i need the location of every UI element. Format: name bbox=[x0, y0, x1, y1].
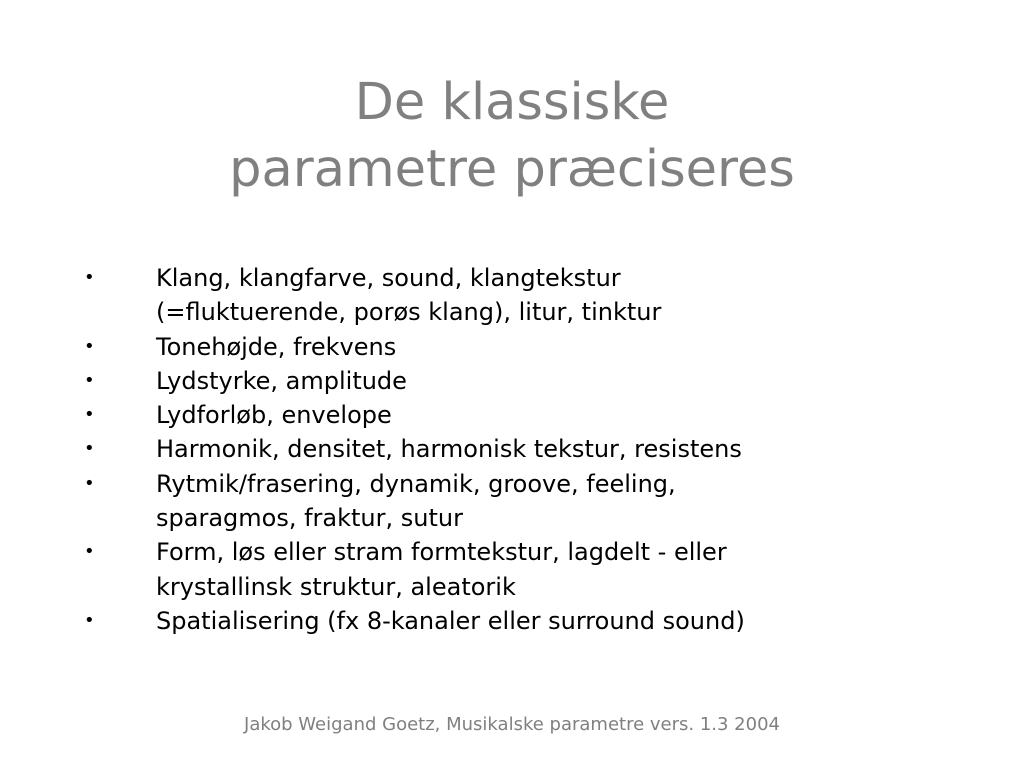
bullet-item bbox=[84, 432, 984, 466]
bullet-item bbox=[84, 535, 984, 604]
bullet-text: Lydstyrke, amplitude bbox=[156, 366, 407, 395]
bullet-item bbox=[84, 604, 984, 638]
slide-title-line-2: parametre præciseres bbox=[229, 140, 795, 199]
slide-title bbox=[0, 69, 1024, 203]
bullet-text: Form, løs eller stram formtekstur, lagdelt - eller krystallinsk struktur, aleatorik bbox=[156, 538, 727, 601]
bullet-list bbox=[84, 261, 984, 638]
bullet-item bbox=[84, 364, 984, 398]
bullet-dot-icon: • bbox=[84, 609, 95, 631]
bullet-item bbox=[84, 261, 984, 330]
bullet-text: Harmonik, densitet, harmonisk tekstur, resistens bbox=[156, 435, 742, 464]
bullet-item bbox=[84, 467, 984, 536]
bullet-text: Spatialisering (fx 8-kanaler eller surround sound) bbox=[156, 606, 745, 635]
bullet-dot-icon: • bbox=[84, 369, 95, 391]
bullet-item bbox=[84, 398, 984, 432]
bullet-dot-icon: • bbox=[84, 335, 95, 357]
bullet-dot-icon: • bbox=[84, 541, 95, 563]
bullet-text: Rytmik/frasering, dynamik, groove, feeling, sparagmos, fraktur, sutur bbox=[156, 469, 676, 533]
bullet-text: Lydforløb, envelope bbox=[156, 401, 392, 430]
bullet-dot-icon: • bbox=[84, 472, 95, 494]
slide-title-line-1: De klassiske bbox=[354, 73, 670, 132]
bullet-item bbox=[84, 330, 984, 364]
bullet-dot-icon: • bbox=[84, 267, 95, 288]
slide-footer: Jakob Weigand Goetz, Musikalske parametre vers. 1.3 2004 bbox=[244, 714, 780, 735]
bullet-dot-icon: • bbox=[84, 438, 95, 460]
bullet-dot-icon: • bbox=[84, 404, 95, 426]
bullet-text: Tonehøjde, frekvens bbox=[156, 332, 397, 361]
bullet-text: Klang, klangfarve, sound, klangtekstur (=fluktuerende, porøs klang), litur, tinktur bbox=[156, 264, 662, 327]
